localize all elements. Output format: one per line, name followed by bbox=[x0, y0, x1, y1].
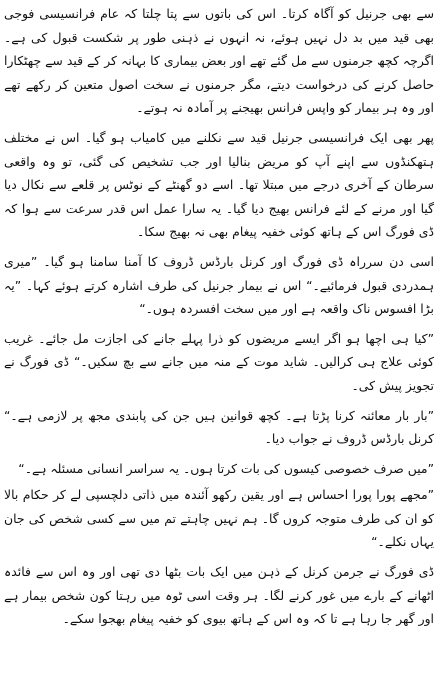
paragraph-colonel-promise: ”مجھے پورا پورا احساس ہے اور یقین رکھو آئندہ میں ذاتی دلچسپی لے کر حکام بالا کو ان کی طرف متوجہ کروں گا۔ ہم نہیں چاہتے تم میں سے کسی شخص کی جان یہاں نکلے۔“ bbox=[4, 487, 434, 550]
paragraph-colonel-reply: ”بار بار معائنہ کرنا پڑتا ہے۔ کچھ قوانین ہیں جن کی پابندی مجھ پر لازمی ہے۔“ کرنل بارڈس ڈروف نے جواب دیا۔ bbox=[4, 407, 434, 447]
paragraph-special-cases: ”میں صرف خصوصی کیسوں کی بات کرتا ہوں۔ یہ سراسر انسانی مسئلہ ہے۔“ bbox=[18, 460, 434, 476]
paragraph-de-forges-proposal: ”کیا ہی اچھا ہو اگر ایسے مریضوں کو ذرا پہلے جانے کی اجازت مل جائے۔ غریب کوئی علاج ہی کرالیں۔ شاید موت کے منہ میں جانے سے بچ سکیں۔“ ڈی فورگ نے تجویز پیش کی۔ bbox=[4, 330, 434, 393]
paragraph-general-release: پھر بھی ایک فرانسیسی جرنیل قید سے نکلنے میں کامیاب ہو گیا۔ اس نے مختلف ہتھکنڈوں سے اپنے آپ کو مریض بنالیا اور جب تشخیص کی گئی، تو وہ واقعی سرطان کے آخری درجے میں مبتلا تھا۔ اسے دو گھنٹے کے نوٹس پر قلعے سے نکال دیا گیا اور مرنے کے لئے فرانس بھیج دیا گیا۔ یہ سارا عمل اس قدر سرعت سے ہوا کہ ڈی فورگ اس کے ہاتھ کوئی خفیہ پیغام بھی نہ بھیج سکا۔ bbox=[4, 129, 434, 240]
paragraph-secret-message-plan: ڈی فورگ نے جرمن کرنل کے ذہن میں ایک بات بٹھا دی تھی اور وہ اس سے فائدہ اٹھانے کے بارے میں غور کرنے لگا۔ ہر وقت اسی ٹوہ میں رہتا کون شخص بیمار ہے اور گھر جا رہا ہے تا کہ وہ اس کے ہاتھ بیوی کو خفیہ پیغام بھجوا سکے۔ bbox=[4, 564, 434, 627]
paragraph-colonel-meeting: اسی دن سرراہ ڈی فورگ اور کرنل بارڈس ڈروف کا آمنا سامنا ہو گیا۔ ”میری ہمدردی قبول فرمائیے۔“ اس نے بیمار جرنیل کی طرف اشارہ کرتے ہوئے کہا۔ ”یہ بڑا افسوس ناک واقعہ ہے اور میں سخت افسردہ ہوں۔“ bbox=[4, 253, 434, 317]
paragraph-french-soldiers-morale: سے بھی جرنیل کو آگاہ کرتا۔ اس کی باتوں سے پتا چلتا کہ عام فرانسیسی فوجی بھی قید میں بد دل نہیں ہوئے، نہ انہوں نے ذہنی طور پر شکست قبول کی ہے۔ اگرچہ کچھ جرمنوں سے مل گئے تھے اور بعض بیماری کا بہانہ کر کے قید سے چھٹکارا حاصل کرنے کی درخواست دیتے، مگر جرمنوں نے سخت اصول متعین کر رکھے تھے اور وہ ہر بیمار کو واپس فرانس بھیجنے پر آمادہ نہ ہوتے۔ bbox=[4, 6, 434, 116]
